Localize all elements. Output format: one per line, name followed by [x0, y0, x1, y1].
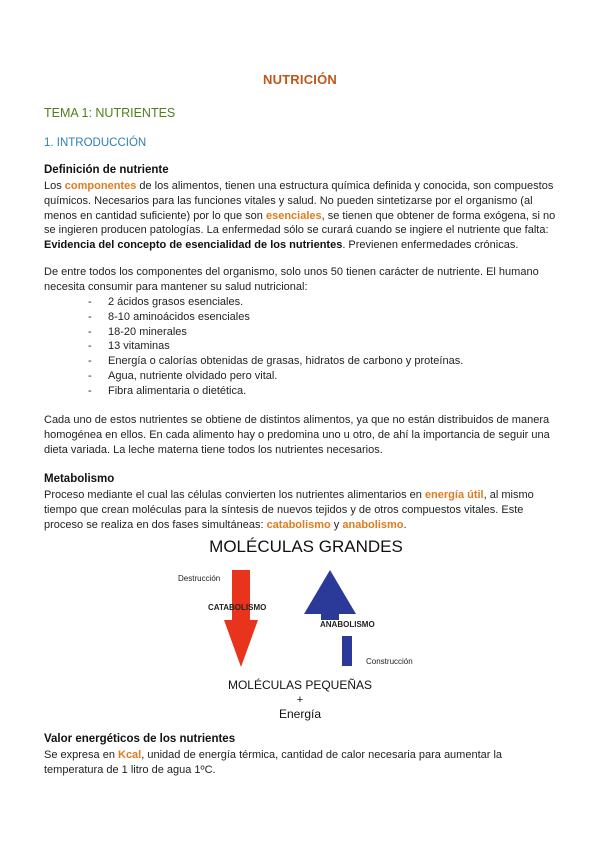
- metabolism-heading: Metabolismo: [44, 473, 115, 485]
- energy-label: Energía: [278, 707, 322, 721]
- section-heading: 1. INTRODUCCIÓN: [44, 137, 147, 149]
- text-run: , unidad de energía térmica, cantidad de calor necesaria para aumentar la temperatura de 1 litro de agua 1ºC.: [44, 749, 503, 776]
- text-run: , al mismo tiempo que crean moléculas para la síntesis de nuevos tejidos y de otros compuestos vitales. Este proceso se realiza en dos fases simultáneas:: [44, 489, 534, 531]
- document-title: NUTRICIÓN: [262, 72, 338, 87]
- list-item: - 13 vitaminas: [88, 339, 463, 354]
- highlight-term: anabolismo: [342, 518, 404, 531]
- list-item: - Energía o calorías obtenidas de grasas, hidratos de carbono y proteínas.: [88, 354, 463, 369]
- metabolism-paragraph: [44, 488, 564, 532]
- list-item: - Agua, nutriente olvidado pero vital.: [88, 369, 463, 384]
- plus-sign: +: [296, 694, 304, 706]
- definition-paragraph: [44, 179, 564, 253]
- definition-heading: Definición de nutriente: [44, 164, 169, 176]
- catabolism-label: CATABOLISMO: [208, 603, 267, 612]
- highlight-term: Kcal: [118, 749, 142, 761]
- highlight-term: energía útil: [424, 489, 484, 501]
- anabolism-label: ANABOLISMO: [320, 620, 375, 629]
- large-molecules-label: MOLÉCULAS GRANDES: [209, 537, 403, 556]
- energy-value-heading: Valor energéticos de los nutrientes: [44, 733, 236, 745]
- highlight-term: esenciales: [265, 209, 322, 222]
- anabolism-arrow-shaft: [342, 636, 352, 666]
- construction-label: Construcción: [366, 657, 413, 666]
- text-run: , se tienen que obtener de forma exógena, si no se ingieren producen patologías. La enfermedad sólo se curará cuando se ingiere el nutriente que falta:: [44, 209, 556, 237]
- nutrients-intro-paragraph: De entre todos los componentes del organismo, solo unos 50 tienen carácter de nutriente. El humano necesita consumir para mantener su salud nutricional:: [44, 266, 539, 293]
- text-run: y: [330, 518, 343, 531]
- topic-heading: TEMA 1: NUTRIENTES: [44, 106, 176, 120]
- text-run: .: [403, 518, 407, 531]
- text-run: . Previenen enfermedades crónicas.: [342, 239, 519, 252]
- nutrient-list: [88, 295, 463, 399]
- catabolism-arrow-head: [224, 620, 258, 667]
- anabolism-arrow-head: [304, 570, 356, 614]
- bold-term: Evidencia del concepto de esencialidad de los nutrientes: [44, 239, 343, 252]
- list-item: - 18-20 minerales: [88, 325, 463, 340]
- text-run: Se expresa en: [44, 749, 118, 761]
- text-run: Proceso mediante el cual las células convierten los nutrientes alimentarios en: [44, 489, 425, 501]
- list-item: - 2 ácidos grasos esenciales.: [88, 295, 463, 310]
- energy-value-paragraph: [44, 748, 564, 778]
- text-run: de los alimentos, tienen una estructura química definida y conocida, son compuestos químicos. Necesarios para las funciones vitales y salud. No pueden sintetizarse por el organismo (al menos en cantidad suficiente) por lo que son: [44, 180, 554, 222]
- list-item: - Fibra alimentaria o dietética.: [88, 384, 463, 399]
- text-run: Los: [44, 180, 65, 192]
- foods-paragraph: Cada uno de estos nutrientes se obtiene de distintos alimentos, ya que no están distribuidos de manera homogénea en ellos. En cada alimento hay o predomina uno u otro, de ahí la importancia de seguir una dieta variada. La leche materna tiene todos los nutrientes necesarios.: [44, 414, 550, 456]
- metabolism-diagram: [172, 530, 444, 730]
- destruction-label: Destrucción: [178, 574, 221, 583]
- highlight-term: componentes: [64, 180, 137, 192]
- catabolism-arrow-shaft: [232, 570, 250, 620]
- small-molecules-label: MOLÉCULAS PEQUEÑAS: [227, 678, 373, 692]
- highlight-term: catabolismo: [266, 518, 331, 531]
- list-item: - 8-10 aminoácidos esenciales: [88, 310, 463, 325]
